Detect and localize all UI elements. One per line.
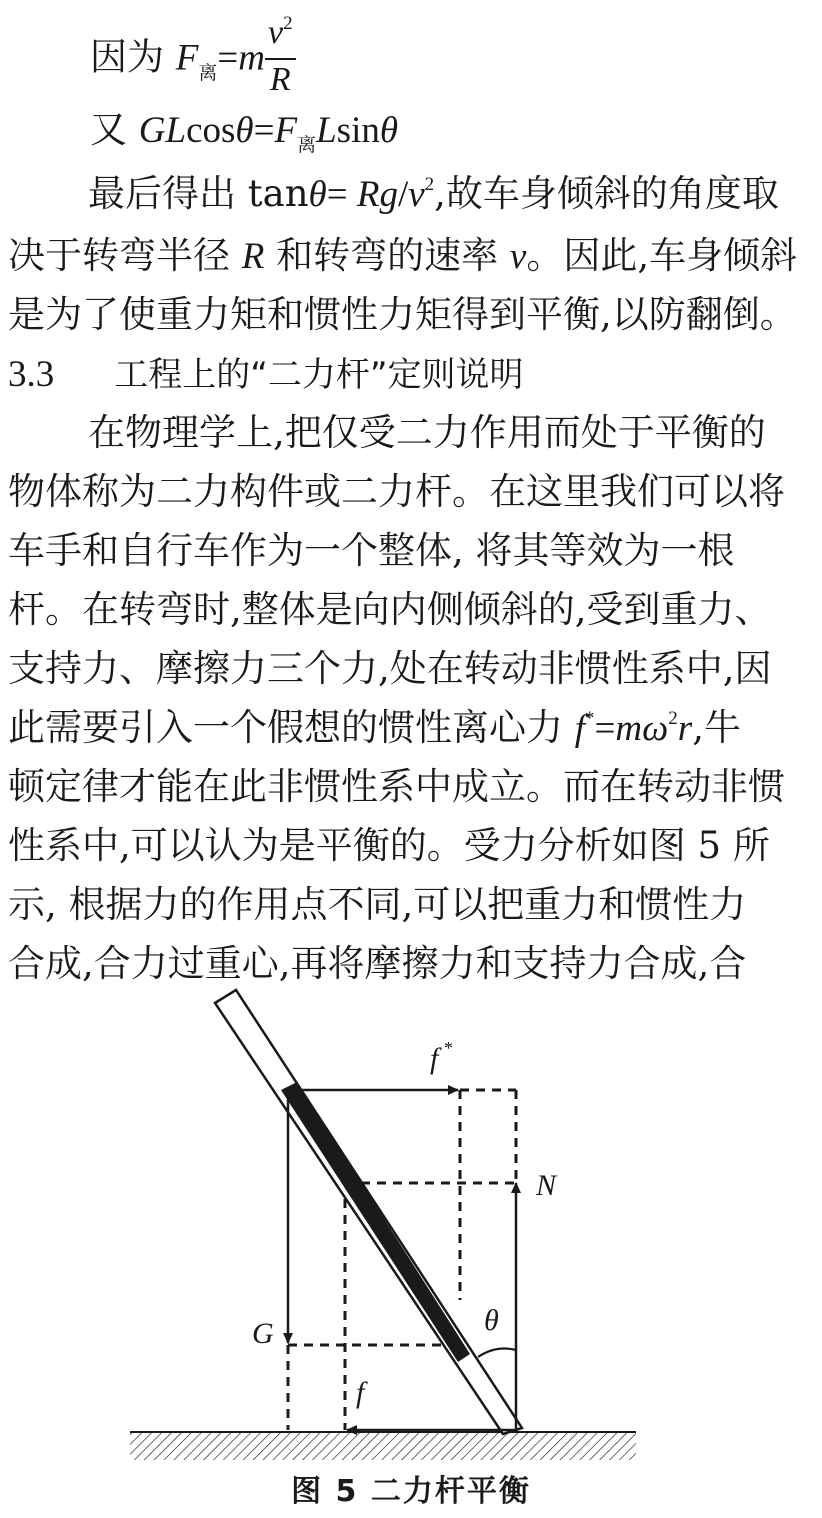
equation-centrifugal-force [90, 13, 822, 104]
para1-l2-text-end: 。因此,车身倾斜 [526, 234, 798, 277]
figure-two-force-rod [0, 984, 822, 1464]
eq2-sin: sin [336, 110, 380, 151]
para1-l2-text: 决于转弯半径 [8, 234, 242, 277]
para2-l6-equals: = [594, 708, 616, 749]
para2-line-1: 在物理学上,把仅受二力作用而处于平衡的 [88, 411, 766, 454]
eq2-gravity: G [138, 110, 166, 151]
para2-line-10: 合成,合力过重心,再将摩擦力和支持力合成,合 [8, 942, 747, 985]
ground-surface [130, 1432, 636, 1460]
para1-exponent: 2 [424, 174, 435, 195]
figure-caption: 图 5 二力杆平衡 [291, 1474, 531, 1509]
section-number: 3.3 [8, 354, 55, 395]
label-gravity: G [252, 1317, 274, 1350]
eq1-subscript: 离 [198, 61, 218, 84]
para1-rg: Rg [356, 174, 398, 215]
para2-line-8: 性系中,可以认为是平衡的。受力分析如图 5 所 [8, 824, 770, 867]
eq1-mass: m [238, 37, 265, 79]
para1-theta: θ [308, 174, 327, 215]
label-normal-force: N [536, 1169, 557, 1202]
eq2-force: F [274, 110, 298, 151]
para1-equals: = [326, 174, 357, 215]
eq2-subscript: 离 [297, 134, 317, 156]
para2-l6-star: * [585, 708, 595, 729]
angle-arc [478, 1349, 516, 1357]
para1-text: 最后得出 tan [88, 172, 309, 215]
para1-line-1 [88, 172, 822, 223]
eq2-theta-1: θ [235, 110, 254, 151]
para2-l6-f: f [574, 708, 586, 749]
eq1-prefix: 因为 [90, 35, 164, 79]
para1-line-3: 是为了使重力矩和惯性力矩得到平衡,以防翻倒。 [8, 293, 797, 336]
para2-line-6 [8, 706, 822, 757]
para1-text-end: ,故车身倾斜的角度取 [434, 172, 779, 215]
eq2-equals: = [253, 110, 275, 151]
para2-line-2: 物体称为二力构件或二力杆。在这里我们可以将 [8, 470, 785, 513]
para2-line-5: 支持力、摩擦力三个力,处在转动非惯性系中,因 [8, 647, 772, 690]
para2-l6-text: 此需要引入一个假想的惯性离心力 [8, 706, 575, 749]
para2-line-4: 杆。在转弯时,整体是向内侧倾斜的,受到重力、 [8, 588, 772, 631]
eq2-length-1: L [165, 110, 187, 151]
eq1-denominator: R [269, 61, 291, 98]
para2-l6-omega: ω [642, 708, 669, 749]
eq1-numerator-exponent: 2 [283, 13, 293, 34]
para1-l2-text-mid: 和转弯的速率 [264, 234, 510, 277]
para1-l2-radius: R [241, 236, 265, 277]
eq2-length-2: L [316, 110, 337, 151]
para2-line-7: 顿定律才能在此非惯性系中成立。而在转动非惯 [8, 765, 785, 808]
label-theta: θ [484, 1304, 499, 1337]
label-friction: f [356, 1376, 365, 1409]
para2-l6-m: m [615, 708, 643, 749]
para1-l2-speed: v [509, 236, 527, 277]
inclined-rod [215, 990, 522, 1434]
section-title: 工程上的“二力杆”定则说明 [114, 355, 524, 395]
eq2-prefix: 又 [90, 108, 127, 151]
para1-slash: / [397, 174, 409, 215]
eq1-equals: = [217, 37, 239, 79]
eq2-theta-2: θ [379, 110, 399, 151]
eq1-fraction [265, 12, 296, 100]
equation-moment-balance [90, 108, 822, 158]
para2-l6-text-end: ,牛 [692, 706, 741, 749]
section-heading [8, 352, 822, 397]
para1-v: v [408, 174, 425, 215]
label-inertial-force-star: * [444, 1038, 453, 1058]
label-inertial-force: f [430, 1042, 439, 1075]
eq1-force-symbol: F [175, 37, 199, 79]
eq2-cos: cos [186, 110, 236, 151]
para2-l6-r: r [677, 708, 693, 749]
eq1-numerator-v: v [268, 14, 284, 51]
para2-line-9: 示, 根据力的作用点不同,可以把重力和惯性力 [8, 883, 747, 926]
para2-l6-exponent: 2 [668, 708, 678, 729]
para2-line-3: 车手和自行车作为一个整体, 将其等效为一根 [8, 529, 735, 572]
para1-line-2 [8, 234, 822, 279]
